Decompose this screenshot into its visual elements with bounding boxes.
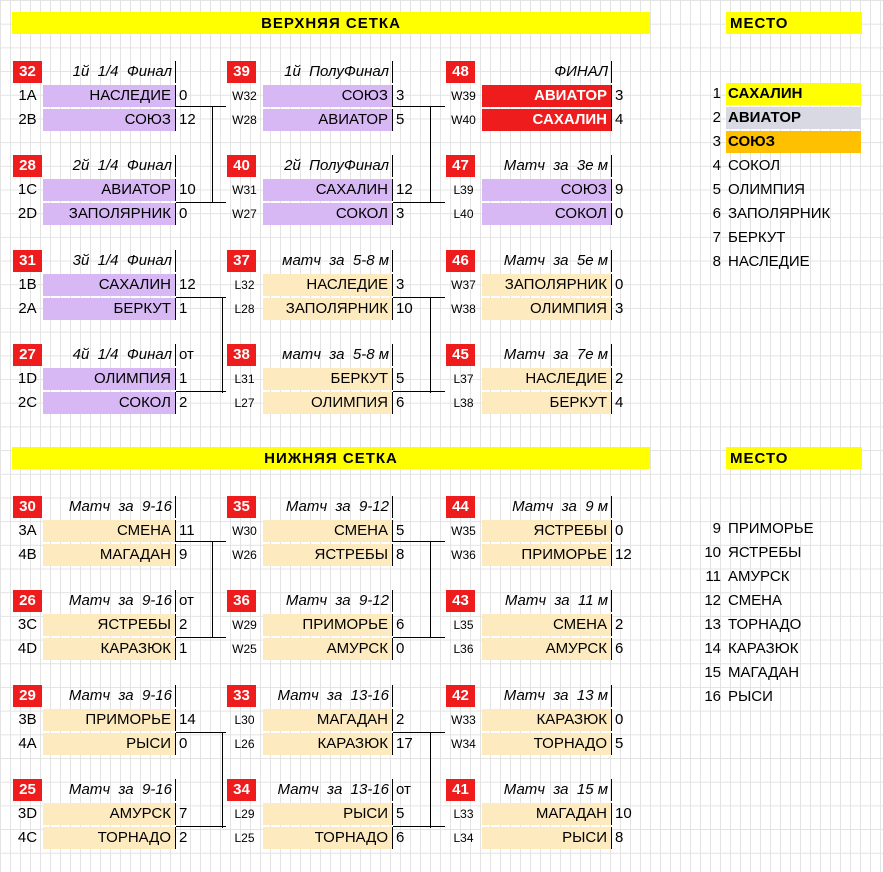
place-row	[697, 566, 789, 588]
place-number: 6	[712, 205, 721, 222]
team-name[interactable]: КАРАЗЮК	[43, 638, 176, 660]
place-row	[697, 686, 773, 708]
team-score[interactable]: 9	[615, 181, 624, 198]
team-name[interactable]: ЯСТРЕБЫ	[263, 544, 393, 566]
team-score[interactable]: 0	[179, 205, 188, 222]
team-name[interactable]: ОЛИМПИЯ	[482, 298, 612, 320]
team-name[interactable]: ПРИМОРЬЕ	[263, 614, 393, 636]
place-row	[697, 614, 801, 636]
seed-label: W34	[451, 737, 476, 751]
match-number: 43	[446, 590, 475, 612]
match-number: 31	[13, 250, 42, 272]
match-number: 41	[446, 779, 475, 801]
seed-label: W26	[232, 548, 257, 562]
seed-label: L36	[453, 642, 474, 656]
match-number: 42	[446, 685, 475, 707]
match-title: 2й ПолуФинал	[263, 155, 393, 177]
team-score[interactable]: 9	[179, 546, 188, 563]
match-number: 26	[13, 590, 42, 612]
seed-label: L35	[453, 618, 474, 632]
team-name[interactable]: МАГАДАН	[263, 709, 393, 731]
team-name[interactable]: САХАЛИН	[263, 179, 393, 201]
team-score[interactable]: 5	[615, 735, 624, 752]
seed-label: W33	[451, 713, 476, 727]
match-number: 39	[227, 61, 256, 83]
team-name[interactable]: ЗАПОЛЯРНИК	[263, 298, 393, 320]
team-score[interactable]: 2	[396, 711, 405, 728]
team-score[interactable]: 0	[179, 735, 188, 752]
team-score[interactable]: 11	[179, 522, 195, 539]
connector-h	[176, 637, 226, 638]
connector-h	[393, 202, 445, 203]
place-team: СМЕНА	[728, 592, 783, 609]
seed-label: 4D	[17, 640, 38, 657]
seed-label: L28	[234, 302, 255, 316]
seed-label: W38	[451, 302, 476, 316]
seed-label: L32	[234, 278, 255, 292]
team-score[interactable]: 17	[396, 735, 413, 752]
team-score[interactable]: 3	[615, 300, 624, 317]
place-number: 13	[704, 616, 721, 633]
seed-label: 3A	[18, 522, 37, 539]
seed-label: 1A	[18, 87, 37, 104]
seed-label: L37	[453, 372, 474, 386]
match-title: Матч за 7е м	[482, 344, 612, 366]
match-title: Матч за 11 м	[482, 590, 612, 612]
connector-h	[393, 391, 445, 392]
team-name[interactable]: ЯСТРЕБЫ	[43, 614, 176, 636]
team-name[interactable]: ПРИМОРЬЕ	[43, 709, 176, 731]
match-number: 36	[227, 590, 256, 612]
team-score[interactable]: 2	[179, 616, 188, 633]
place-team: СОКОЛ	[728, 157, 781, 174]
place-row	[697, 179, 805, 201]
match-number: 30	[13, 496, 42, 518]
match-number: 34	[227, 779, 256, 801]
match-title: Матч за 9-16	[43, 779, 176, 801]
team-score[interactable]: 12	[396, 181, 413, 198]
team-name[interactable]: БЕРКУТ	[482, 392, 612, 414]
team-score[interactable]: 1	[179, 300, 188, 317]
seed-label: W37	[451, 278, 476, 292]
seed-label: 3D	[17, 805, 38, 822]
seed-label: 4C	[17, 829, 38, 846]
connector-h	[176, 541, 226, 542]
team-name[interactable]: ПРИМОРЬЕ	[482, 544, 612, 566]
team-score[interactable]: 12	[615, 546, 632, 563]
team-score[interactable]: 1	[179, 370, 188, 387]
team-name[interactable]: СМЕНА	[263, 520, 393, 542]
place-number: 16	[704, 688, 721, 705]
team-name[interactable]: СОЮЗ	[263, 85, 393, 107]
seed-label: L34	[453, 831, 474, 845]
team-score[interactable]: 12	[179, 111, 196, 128]
team-score[interactable]: 5	[396, 522, 405, 539]
match-number: 44	[446, 496, 475, 518]
place-row	[697, 590, 782, 612]
connector-v	[430, 541, 431, 637]
team-name[interactable]: БЕРКУТ	[43, 298, 176, 320]
seed-label: W40	[451, 113, 476, 127]
seed-label: W32	[232, 89, 257, 103]
place-row	[697, 155, 780, 177]
place-number: 3	[712, 133, 721, 150]
match-number: 47	[446, 155, 475, 177]
team-score[interactable]: 5	[396, 370, 405, 387]
team-name[interactable]: БЕРКУТ	[263, 368, 393, 390]
team-score[interactable]: 2	[179, 829, 188, 846]
team-name[interactable]: ОЛИМПИЯ	[43, 368, 176, 390]
place-row	[697, 518, 814, 540]
match-title: Матч за 9-12	[263, 496, 393, 518]
seed-label: 3B	[18, 711, 37, 728]
team-name[interactable]: ТОРНАДО	[482, 733, 612, 755]
team-name[interactable]: ЯСТРЕБЫ	[482, 520, 612, 542]
team-score[interactable]: 8	[396, 546, 405, 563]
seed-label: L29	[234, 807, 255, 821]
match-title: матч за 5-8 м	[263, 250, 393, 272]
match-title: Матч за 5е м	[482, 250, 612, 272]
connector-h	[393, 732, 445, 733]
connector-h	[176, 106, 226, 107]
team-score[interactable]: 6	[615, 640, 624, 657]
seed-label: W31	[232, 183, 257, 197]
team-name[interactable]: САХАЛИН	[482, 109, 612, 131]
seed-label: 2C	[17, 394, 38, 411]
connector-h	[393, 637, 445, 638]
seed-label: W29	[232, 618, 257, 632]
connector-h	[393, 297, 445, 298]
team-name[interactable]: СМЕНА	[43, 520, 176, 542]
seed-label: W36	[451, 548, 476, 562]
team-score[interactable]: 10	[615, 805, 632, 822]
match-title: Матч за 9-16	[43, 590, 176, 612]
team-score[interactable]: 0	[615, 276, 624, 293]
seed-label: W27	[232, 207, 257, 221]
connector-h	[393, 106, 445, 107]
connector-v	[212, 106, 213, 202]
match-number: 45	[446, 344, 475, 366]
team-name[interactable]: ТОРНАДО	[263, 827, 393, 849]
match-number: 40	[227, 155, 256, 177]
team-name[interactable]: РЫСИ	[43, 733, 176, 755]
team-score[interactable]: 10	[179, 181, 196, 198]
team-name[interactable]: АВИАТОР	[43, 179, 176, 201]
place-number: 5	[712, 181, 721, 198]
place-row	[697, 83, 861, 105]
match-title: 2й 1/4 Финал	[43, 155, 176, 177]
seed-label: 2A	[18, 300, 37, 317]
team-name[interactable]: ОЛИМПИЯ	[263, 392, 393, 414]
team-name[interactable]: РЫСИ	[263, 803, 393, 825]
match-title: матч за 5-8 м	[263, 344, 393, 366]
team-name[interactable]: КАРАЗЮК	[263, 733, 393, 755]
seed-label: L25	[234, 831, 255, 845]
connector-v	[430, 106, 431, 202]
connector-h	[176, 391, 226, 392]
place-team: САХАЛИН	[726, 83, 861, 105]
team-name[interactable]: АМУРСК	[482, 638, 612, 660]
team-score[interactable]: 14	[179, 711, 196, 728]
match-title: Матч за 15 м	[482, 779, 612, 801]
match-title: Матч за 9-16	[43, 496, 176, 518]
match-title: Матч за 9-12	[263, 590, 393, 612]
team-score[interactable]: 2	[179, 394, 188, 411]
lower-bracket-title: НИЖНЯЯ СЕТКА	[12, 447, 650, 469]
team-name[interactable]: САХАЛИН	[43, 274, 176, 296]
place-team: МАГАДАН	[728, 664, 800, 681]
team-name[interactable]: СОЮЗ	[43, 109, 176, 131]
match-number: 35	[227, 496, 256, 518]
seed-label: W30	[232, 524, 257, 538]
team-score[interactable]: 3	[615, 87, 624, 104]
team-name[interactable]: РЫСИ	[482, 827, 612, 849]
match-title: 1й 1/4 Финал	[43, 61, 176, 83]
seed-label: 1D	[17, 370, 38, 387]
match-number: 33	[227, 685, 256, 707]
match-number: 25	[13, 779, 42, 801]
place-team: ОЛИМПИЯ	[728, 181, 806, 198]
place-team: ТОРНАДО	[728, 616, 802, 633]
place-number: 10	[704, 544, 721, 561]
team-name[interactable]: ЗАПОЛЯРНИК	[482, 274, 612, 296]
team-name[interactable]: АВИАТОР	[482, 85, 612, 107]
seed-label: L26	[234, 737, 255, 751]
team-name[interactable]: СОКОЛ	[482, 203, 612, 225]
team-score[interactable]: 4	[615, 111, 624, 128]
connector-h	[176, 826, 226, 827]
team-score[interactable]: 2	[615, 370, 624, 387]
match-number: 32	[13, 61, 42, 83]
connector-v	[212, 541, 213, 637]
team-score[interactable]: 0	[615, 711, 624, 728]
place-team: АВИАТОР	[726, 107, 861, 129]
connector-h	[176, 297, 226, 298]
team-name[interactable]: СОКОЛ	[43, 392, 176, 414]
place-number: 12	[704, 592, 721, 609]
seed-label: L39	[453, 183, 474, 197]
match-title: Матч за 13 м	[482, 685, 612, 707]
match-number: 28	[13, 155, 42, 177]
seed-label: W25	[232, 642, 257, 656]
match-title-extra: от	[179, 346, 194, 363]
connector-h	[393, 826, 445, 827]
team-score[interactable]: 0	[179, 87, 188, 104]
match-title: Матч за 3е м	[482, 155, 612, 177]
match-number: 48	[446, 61, 475, 83]
team-score[interactable]: 8	[615, 829, 624, 846]
seed-label: 2B	[18, 111, 37, 128]
team-score[interactable]: 10	[396, 300, 413, 317]
place-number: 7	[712, 229, 721, 246]
team-name[interactable]: НАСЛЕДИЕ	[482, 368, 612, 390]
place-team: РЫСИ	[728, 688, 773, 705]
place-team: ЗАПОЛЯРНИК	[728, 205, 831, 222]
seed-label: 4B	[18, 546, 37, 563]
team-name[interactable]: ТОРНАДО	[43, 827, 176, 849]
team-score[interactable]: 6	[396, 829, 405, 846]
team-score[interactable]: 2	[615, 616, 624, 633]
seed-label: 3C	[17, 616, 38, 633]
place-number: 8	[712, 253, 721, 270]
seed-label: 1C	[17, 181, 38, 198]
team-score[interactable]: 6	[396, 394, 405, 411]
place-row	[697, 638, 799, 660]
match-title: Матч за 9-16	[43, 685, 176, 707]
seed-label: L30	[234, 713, 255, 727]
team-name[interactable]: АВИАТОР	[263, 109, 393, 131]
team-score[interactable]: 0	[615, 522, 624, 539]
place-number: 14	[704, 640, 721, 657]
seed-label: W39	[451, 89, 476, 103]
place-number: 1	[712, 85, 721, 102]
place-number: 2	[712, 109, 721, 126]
place-team: НАСЛЕДИЕ	[728, 253, 810, 270]
seed-label: W28	[232, 113, 257, 127]
team-score[interactable]: 3	[396, 87, 405, 104]
seed-label: L38	[453, 396, 474, 410]
team-score[interactable]: 7	[179, 805, 188, 822]
team-name[interactable]: СОЮЗ	[482, 179, 612, 201]
place-team: СОЮЗ	[726, 131, 861, 153]
upper-bracket-title: ВЕРХНЯЯ СЕТКА	[12, 12, 650, 34]
team-score[interactable]: 1	[179, 640, 188, 657]
match-number: 37	[227, 250, 256, 272]
match-number: 46	[446, 250, 475, 272]
place-number: 9	[712, 520, 721, 537]
upper-place-title: МЕСТО	[726, 12, 862, 34]
team-score[interactable]: 0	[396, 640, 405, 657]
match-title: 3й 1/4 Финал	[43, 250, 176, 272]
team-score[interactable]: 5	[396, 111, 405, 128]
place-team: АМУРСК	[728, 568, 790, 585]
place-team: БЕРКУТ	[728, 229, 786, 246]
place-team: ЯСТРЕБЫ	[728, 544, 802, 561]
seed-label: L27	[234, 396, 255, 410]
place-team: ПРИМОРЬЕ	[728, 520, 814, 537]
seed-label: L40	[453, 207, 474, 221]
match-number: 29	[13, 685, 42, 707]
seed-label: L31	[234, 372, 255, 386]
seed-label: W35	[451, 524, 476, 538]
match-title: Матч за 13-16	[263, 685, 393, 707]
place-row	[697, 542, 801, 564]
connector-h	[393, 541, 445, 542]
place-row	[697, 131, 861, 153]
place-row	[697, 251, 810, 273]
connector-v	[222, 297, 223, 393]
match-title-extra: от	[179, 592, 194, 609]
team-score[interactable]: 12	[179, 276, 196, 293]
place-team: КАРАЗЮК	[728, 640, 799, 657]
match-title: ФИНАЛ	[482, 61, 612, 83]
place-row	[697, 107, 861, 129]
place-number: 15	[704, 664, 721, 681]
team-name[interactable]: АМУРСК	[263, 638, 393, 660]
match-title-extra: от	[396, 781, 411, 798]
seed-label: L33	[453, 807, 474, 821]
connector-v	[430, 297, 431, 393]
team-name[interactable]: КАРАЗЮК	[482, 709, 612, 731]
team-score[interactable]: 3	[396, 205, 405, 222]
team-name[interactable]: СМЕНА	[482, 614, 612, 636]
team-name[interactable]: НАСЛЕДИЕ	[263, 274, 393, 296]
match-number: 38	[227, 344, 256, 366]
seed-label: 2D	[17, 205, 38, 222]
seed-label: 4A	[18, 735, 37, 752]
place-number: 11	[705, 568, 721, 585]
team-name[interactable]: СОКОЛ	[263, 203, 393, 225]
place-row	[697, 227, 785, 249]
seed-label: 1B	[18, 276, 37, 293]
lower-place-title: МЕСТО	[726, 447, 862, 469]
place-number: 4	[712, 157, 721, 174]
team-score[interactable]: 3	[396, 276, 405, 293]
place-row	[697, 203, 830, 225]
team-name[interactable]: МАГАДАН	[43, 544, 176, 566]
match-title: 1й ПолуФинал	[263, 61, 393, 83]
match-title: Матч за 13-16	[263, 779, 393, 801]
connector-h	[176, 202, 226, 203]
team-score[interactable]: 5	[396, 805, 405, 822]
team-score[interactable]: 6	[396, 616, 405, 633]
connector-v	[222, 732, 223, 828]
team-score[interactable]: 4	[615, 394, 624, 411]
team-name[interactable]: МАГАДАН	[482, 803, 612, 825]
match-title: 4й 1/4 Финал	[43, 344, 176, 366]
team-score[interactable]: 0	[615, 205, 624, 222]
team-name[interactable]: ЗАПОЛЯРНИК	[43, 203, 176, 225]
match-title: Матч за 9 м	[482, 496, 612, 518]
connector-h	[176, 732, 226, 733]
connector-v	[430, 732, 431, 828]
place-row	[697, 662, 799, 684]
match-number: 27	[13, 344, 42, 366]
team-name[interactable]: АМУРСК	[43, 803, 176, 825]
team-name[interactable]: НАСЛЕДИЕ	[43, 85, 176, 107]
